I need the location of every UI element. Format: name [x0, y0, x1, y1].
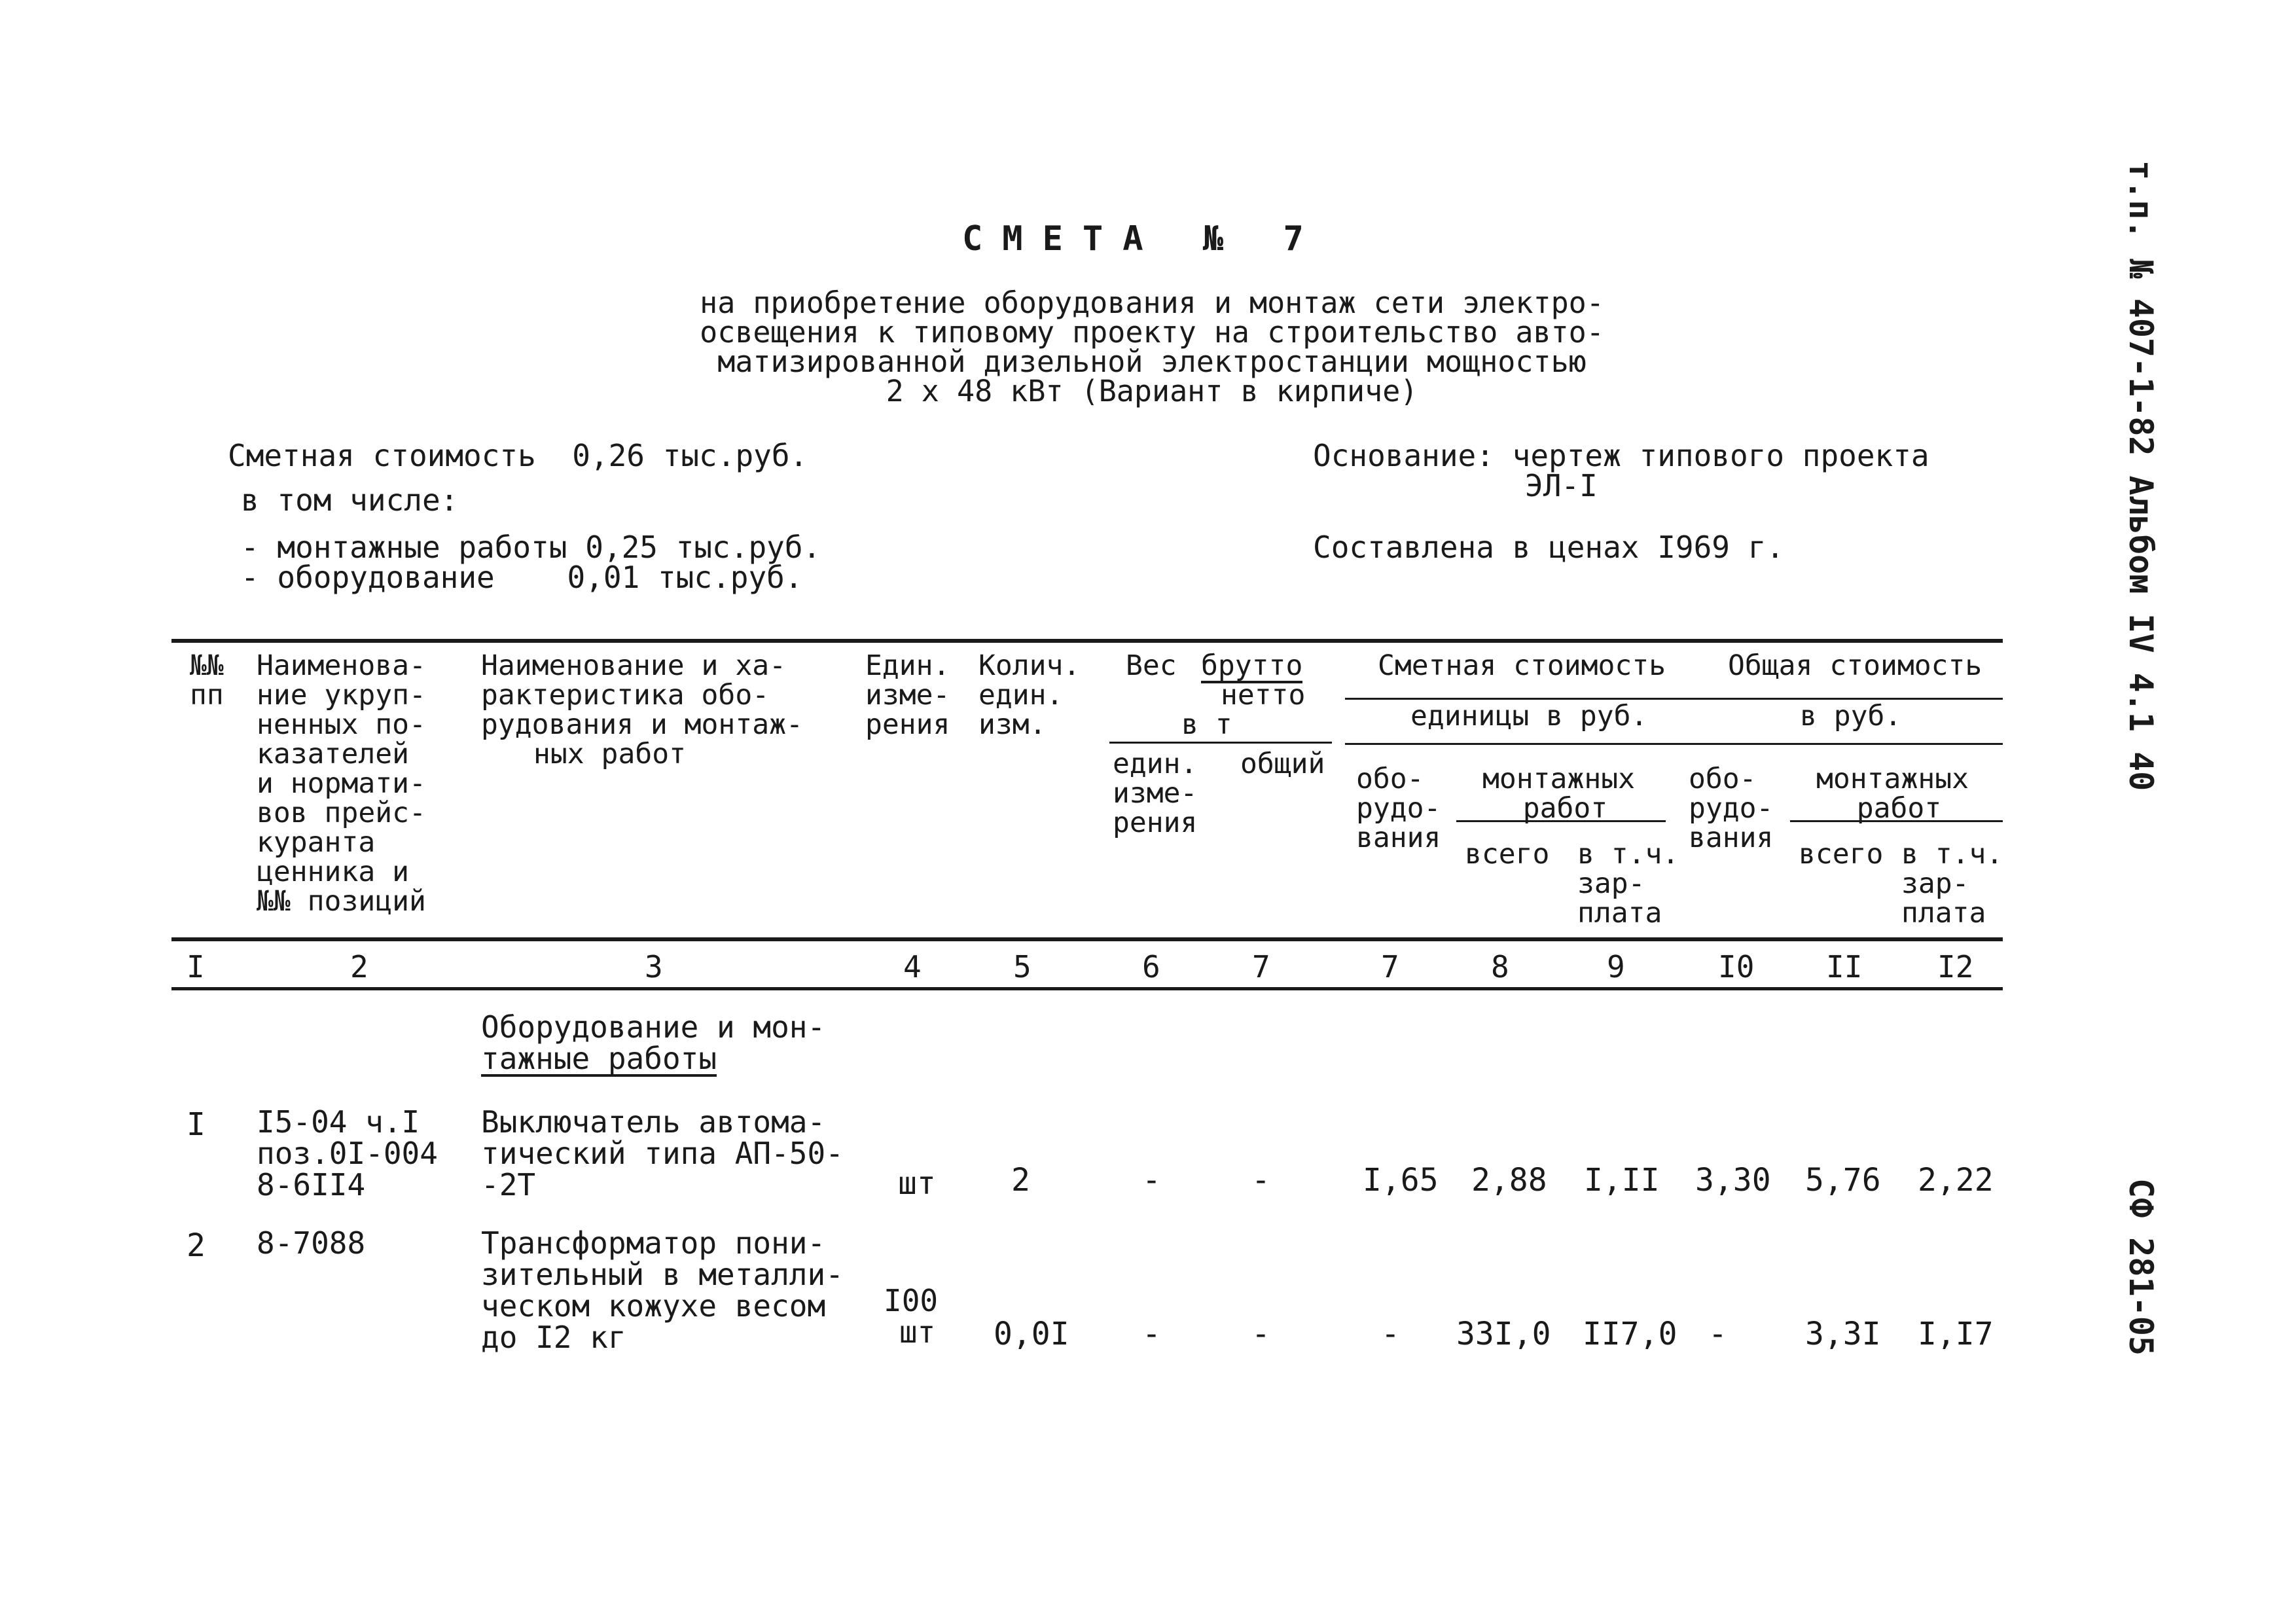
- row-total-all: 5,76: [1805, 1162, 1881, 1199]
- header-salary-total: [1901, 840, 2003, 928]
- header-text: рения: [865, 708, 950, 741]
- header-col6: [1113, 749, 1197, 838]
- header-text: рудо-: [1356, 792, 1441, 825]
- header-text: плата: [1577, 897, 1662, 929]
- col-number: 7: [1381, 949, 1399, 984]
- header-all-unit: всего: [1465, 838, 1550, 871]
- header-text: зар-: [1577, 867, 1645, 900]
- name-line: Трансформатор пони-: [481, 1225, 826, 1261]
- row-equipment-unit: I,65: [1363, 1162, 1439, 1199]
- including-label: в том числе:: [241, 482, 459, 518]
- section-title: [481, 1011, 825, 1077]
- row-total-salary: I,I7: [1918, 1316, 1994, 1352]
- code-line: 8-6II4: [257, 1167, 366, 1202]
- name-line: Выключатель автома-: [481, 1104, 826, 1140]
- row-code: [257, 1106, 438, 1200]
- header-text: Колич.: [978, 649, 1081, 682]
- row-mount-salary-unit: II7,0: [1583, 1316, 1677, 1352]
- row-unit: [884, 1285, 938, 1348]
- col-number: 7: [1252, 949, 1270, 984]
- code-line: 8-7088: [257, 1225, 366, 1261]
- subtitle-line: освещения к типовому проекту на строительство авто-: [700, 315, 1604, 350]
- document-subtitle: [655, 285, 1649, 408]
- name-line: тический типа АП-50-: [481, 1136, 844, 1171]
- header-text: рения: [1113, 806, 1198, 839]
- side-code: СФ 281-05: [2122, 1178, 2160, 1356]
- name-line: -2Т: [481, 1167, 536, 1202]
- header-text: Наименова-: [257, 649, 426, 682]
- row-total-salary: 2,22: [1918, 1162, 1994, 1199]
- row-code: [257, 1227, 365, 1259]
- col-number: I: [187, 949, 205, 984]
- header-text: в т.ч.: [1577, 838, 1679, 871]
- row-equipment-total: -: [1708, 1316, 1727, 1352]
- header-text: №№ позиций: [257, 885, 426, 918]
- header-text: ние укруп-: [257, 679, 426, 712]
- name-line: ческом кожухе весом: [481, 1288, 826, 1324]
- header-text: плата: [1901, 897, 1986, 929]
- header-mounting-unit: [1482, 765, 1635, 823]
- table-top-rule: [171, 639, 2003, 643]
- col-number: 6: [1142, 949, 1160, 984]
- col-number: 3: [645, 949, 663, 984]
- header-col7: общий: [1240, 748, 1325, 780]
- header-col3: [481, 651, 803, 769]
- header-text: работ: [1522, 792, 1608, 825]
- row-mount-all-unit: 2,88: [1471, 1162, 1547, 1199]
- header-text: вания: [1356, 821, 1441, 854]
- header-text: Един.: [865, 649, 950, 682]
- weight-netto: нетто: [1221, 679, 1306, 712]
- weight-unit-rule: [1109, 742, 1332, 744]
- header-text: вов прейс-: [257, 797, 426, 829]
- header-text: №№: [190, 649, 224, 682]
- header-text: рактеристика обо-: [481, 679, 770, 712]
- row-total-all: 3,3I: [1805, 1316, 1881, 1352]
- col-numbers-rule: [171, 987, 2003, 990]
- header-text: зар-: [1901, 867, 1969, 900]
- code-line: I5-04 ч.I: [257, 1104, 420, 1140]
- header-salary-unit: [1577, 840, 1679, 928]
- estimate-sub-rule: [1345, 743, 2003, 745]
- weight-brutto: брутто: [1201, 649, 1303, 682]
- unit-line: шт: [899, 1314, 936, 1350]
- equipment-cost: - оборудование 0,01 тыс.руб.: [241, 560, 803, 595]
- header-text: един.: [978, 679, 1064, 712]
- row-mount-salary-unit: I,II: [1584, 1162, 1660, 1199]
- row-name: [481, 1227, 844, 1353]
- header-bottom-rule: [171, 937, 2003, 941]
- works-cost: - монтажные работы 0,25 тыс.руб.: [241, 530, 821, 565]
- estimate-title: Сметная стоимость: [1378, 649, 1666, 682]
- side-album-reference: т.п. № 407-1-82 Альбом IV 4.1 40: [2122, 160, 2160, 791]
- header-text: обо-: [1356, 763, 1424, 795]
- col-number: 4: [903, 949, 922, 984]
- total-title: Общая стоимость: [1728, 649, 1982, 682]
- header-text: един.: [1113, 748, 1198, 780]
- section-title-line: Оборудование и мон-: [481, 1009, 826, 1045]
- header-text: изм.: [978, 708, 1047, 741]
- row-weight-unit: -: [1142, 1162, 1161, 1199]
- col-number: I0: [1718, 949, 1755, 984]
- row-number: 2: [187, 1227, 206, 1264]
- unit-line: I00: [884, 1283, 939, 1318]
- total-unit: в руб.: [1800, 700, 1902, 732]
- header-col4: [865, 651, 950, 740]
- header-text: ненных по-: [257, 708, 426, 741]
- header-text: ценника и: [257, 856, 409, 888]
- row-qty: 0,0I: [994, 1316, 1069, 1352]
- header-text: Наименование и ха-: [481, 649, 786, 682]
- basis-doc: ЭЛ-I: [1525, 468, 1598, 503]
- estimate-cost: Сметная стоимость 0,26 тыс.руб.: [228, 438, 808, 473]
- name-line: до I2 кг: [481, 1320, 626, 1355]
- col-number: 2: [350, 949, 368, 984]
- header-col5: [978, 651, 1080, 740]
- weight-unit: в т: [1181, 708, 1232, 741]
- header-col2: [257, 651, 426, 916]
- header-text: работ: [1856, 792, 1942, 825]
- header-equipment-unit: [1356, 765, 1441, 853]
- section-title-line: тажные работы: [481, 1041, 717, 1076]
- header-col1: [190, 651, 224, 710]
- header-equipment-total: [1689, 765, 1773, 853]
- subtitle-line: матизированной дизельной электростанции мощностью: [717, 344, 1587, 379]
- code-line: поз.0I-004: [257, 1136, 438, 1171]
- row-equipment-total: 3,30: [1695, 1162, 1771, 1199]
- row-weight-unit: -: [1142, 1316, 1161, 1352]
- header-text: казателей: [257, 738, 409, 770]
- row-weight-total: -: [1251, 1162, 1270, 1199]
- col-number: II: [1826, 949, 1863, 984]
- row-name: [481, 1106, 844, 1200]
- col-number: 8: [1491, 949, 1509, 984]
- header-text: изме-: [1113, 777, 1198, 810]
- basis-line: Основание: чертеж типового проекта: [1313, 438, 1929, 473]
- row-qty: 2: [1011, 1162, 1030, 1199]
- row-mount-all-unit: 33I,0: [1456, 1316, 1551, 1352]
- header-text: обо-: [1689, 763, 1757, 795]
- row-weight-total: -: [1251, 1316, 1270, 1352]
- name-line: зительный в металли-: [481, 1257, 844, 1292]
- header-all-total: всего: [1799, 838, 1884, 871]
- header-text: куранта: [257, 826, 376, 859]
- header-text: пп: [190, 679, 224, 712]
- header-text: монтажных: [1482, 763, 1635, 795]
- col-number: 5: [1013, 949, 1031, 984]
- header-text: вания: [1689, 821, 1774, 854]
- col-number: I2: [1937, 949, 1974, 984]
- row-equipment-unit: -: [1381, 1316, 1400, 1352]
- subtitle-line: на приобретение оборудования и монтаж сети электро-: [700, 285, 1604, 320]
- estimate-unit: единицы в руб.: [1410, 700, 1648, 732]
- prices-line: Составлена в ценах I969 г.: [1313, 530, 1785, 565]
- col-number: 9: [1607, 949, 1625, 984]
- row-unit: шт: [898, 1165, 936, 1202]
- header-text: ных работ: [533, 738, 686, 770]
- subtitle-line: 2 х 48 кВт (Вариант в кирпиче): [886, 374, 1418, 408]
- header-text: и нормати-: [257, 767, 426, 800]
- document-title: СМЕТА № 7: [962, 219, 1323, 259]
- header-text: изме-: [865, 679, 950, 712]
- weight-title: Вес: [1126, 649, 1177, 682]
- header-text: в т.ч.: [1901, 838, 2003, 871]
- header-text: рудо-: [1689, 792, 1774, 825]
- header-mounting-total: [1816, 765, 1969, 823]
- header-text: монтажных: [1816, 763, 1969, 795]
- header-text: рудования и монтаж-: [481, 708, 803, 741]
- row-number: I: [187, 1106, 206, 1143]
